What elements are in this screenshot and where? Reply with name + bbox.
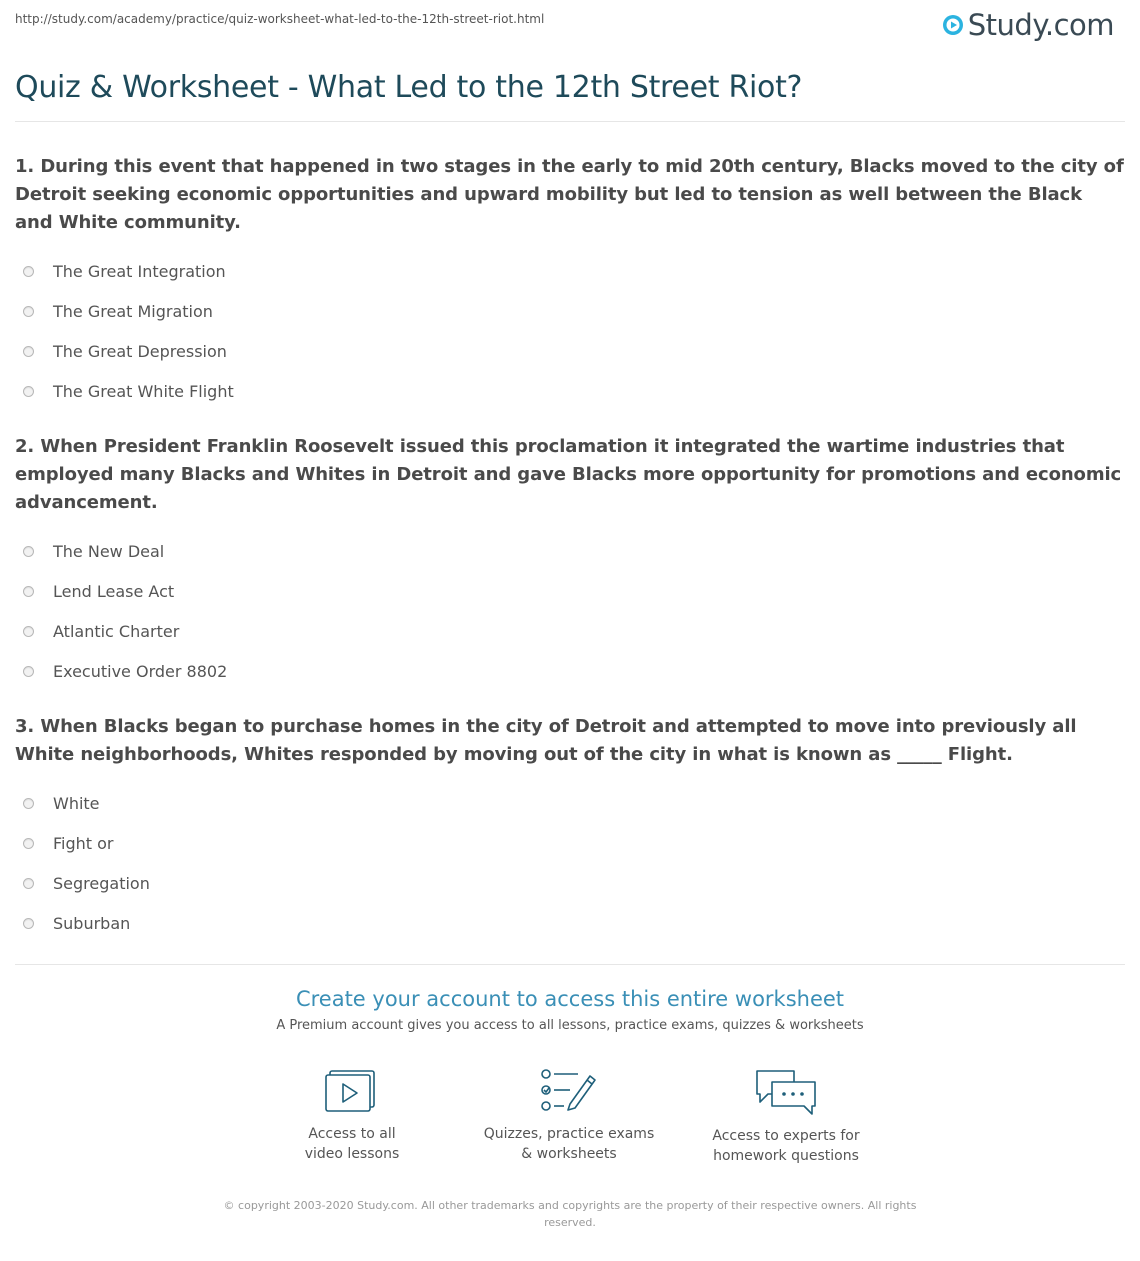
- answer-option[interactable]: [15, 531, 1125, 571]
- option-label: The New Deal: [53, 541, 165, 561]
- title-divider: [15, 121, 1125, 122]
- radio-button[interactable]: [23, 626, 34, 637]
- question-1: [15, 153, 1125, 411]
- premium-description: A Premium account gives you access to all lessons, practice exams, quizzes & worksheets: [276, 1018, 864, 1033]
- radio-button[interactable]: [23, 586, 34, 597]
- quiz-checklist-icon: [540, 1068, 598, 1114]
- option-label: Executive Order 8802: [53, 661, 228, 681]
- page-url: http://study.com/academy/practice/quiz-worksheet-what-led-to-the-12th-street-riot.html: [15, 12, 545, 26]
- feature-label: Access to experts for homework questions: [712, 1128, 860, 1164]
- radio-button[interactable]: [23, 838, 34, 849]
- radio-button[interactable]: [23, 306, 34, 317]
- feature-label: Quizzes, practice exams & worksheets: [483, 1126, 655, 1162]
- feature-label: Access to all video lessons: [304, 1126, 400, 1162]
- study-logo[interactable]: [942, 8, 1114, 42]
- option-label: Fight or: [53, 833, 114, 853]
- feature-video-lessons: [252, 1068, 452, 1164]
- radio-button[interactable]: [23, 878, 34, 889]
- question-text: 2. When President Franklin Roosevelt issued this proclamation it integrated the wartime industries that employed many Blacks and Whites in Detroit and gave Blacks more opportunity for promotions and economic advancement.: [15, 436, 1122, 513]
- answer-option[interactable]: [15, 331, 1125, 371]
- radio-button[interactable]: [23, 546, 34, 557]
- question-3: [15, 713, 1125, 943]
- option-label: White: [53, 793, 100, 813]
- option-label: Segregation: [53, 873, 150, 893]
- question-text: 1. During this event that happened in two stages in the early to mid 20th century, Blacks moved to the city of Detroit seeking economic opportunities and upward mobility but led to tension as well between the Black and White community.: [15, 156, 1124, 233]
- radio-button[interactable]: [23, 386, 34, 397]
- page-title: Quiz & Worksheet - What Led to the 12th Street Riot?: [15, 70, 803, 105]
- radio-button[interactable]: [23, 798, 34, 809]
- question-text: 3. When Blacks began to purchase homes in the city of Detroit and attempted to move into previously all White neighborhoods, Whites responded by moving out of the city in what is known as _____ Flight.: [15, 716, 1077, 765]
- answer-option[interactable]: [15, 571, 1125, 611]
- option-label: The Great Migration: [53, 301, 213, 321]
- play-logo-icon: [942, 14, 964, 36]
- answer-options: [15, 251, 1125, 411]
- radio-button[interactable]: [23, 346, 34, 357]
- answer-option[interactable]: [15, 783, 1125, 823]
- copyright-notice: © copyright 2003-2020 Study.com. All other trademarks and copyrights are the property of their respective owners. All rights reserved.: [223, 1199, 917, 1229]
- answer-option[interactable]: [15, 291, 1125, 331]
- answer-option[interactable]: [15, 863, 1125, 903]
- answer-option[interactable]: [15, 651, 1125, 691]
- feature-quizzes: [469, 1068, 669, 1164]
- answer-options: [15, 531, 1125, 691]
- radio-button[interactable]: [23, 666, 34, 677]
- create-account-link[interactable]: Create your account to access this entire worksheet: [295, 987, 845, 1011]
- expert-chat-icon: [754, 1068, 818, 1116]
- option-label: Lend Lease Act: [53, 581, 175, 601]
- option-label: The Great Depression: [53, 341, 227, 361]
- option-label: Atlantic Charter: [53, 621, 180, 641]
- feature-experts: [686, 1068, 886, 1166]
- option-label: The Great White Flight: [53, 381, 234, 401]
- video-lesson-icon: [324, 1068, 380, 1114]
- answer-option[interactable]: [15, 903, 1125, 943]
- logo-text: Study.com: [967, 8, 1114, 42]
- answer-option[interactable]: [15, 371, 1125, 411]
- radio-button[interactable]: [23, 266, 34, 277]
- answer-option[interactable]: [15, 251, 1125, 291]
- answer-option[interactable]: [15, 611, 1125, 651]
- option-label: Suburban: [53, 913, 131, 933]
- option-label: The Great Integration: [53, 261, 226, 281]
- question-2: [15, 433, 1125, 691]
- answer-options: [15, 783, 1125, 943]
- radio-button[interactable]: [23, 918, 34, 929]
- cta-divider: [15, 964, 1125, 965]
- answer-option[interactable]: [15, 823, 1125, 863]
